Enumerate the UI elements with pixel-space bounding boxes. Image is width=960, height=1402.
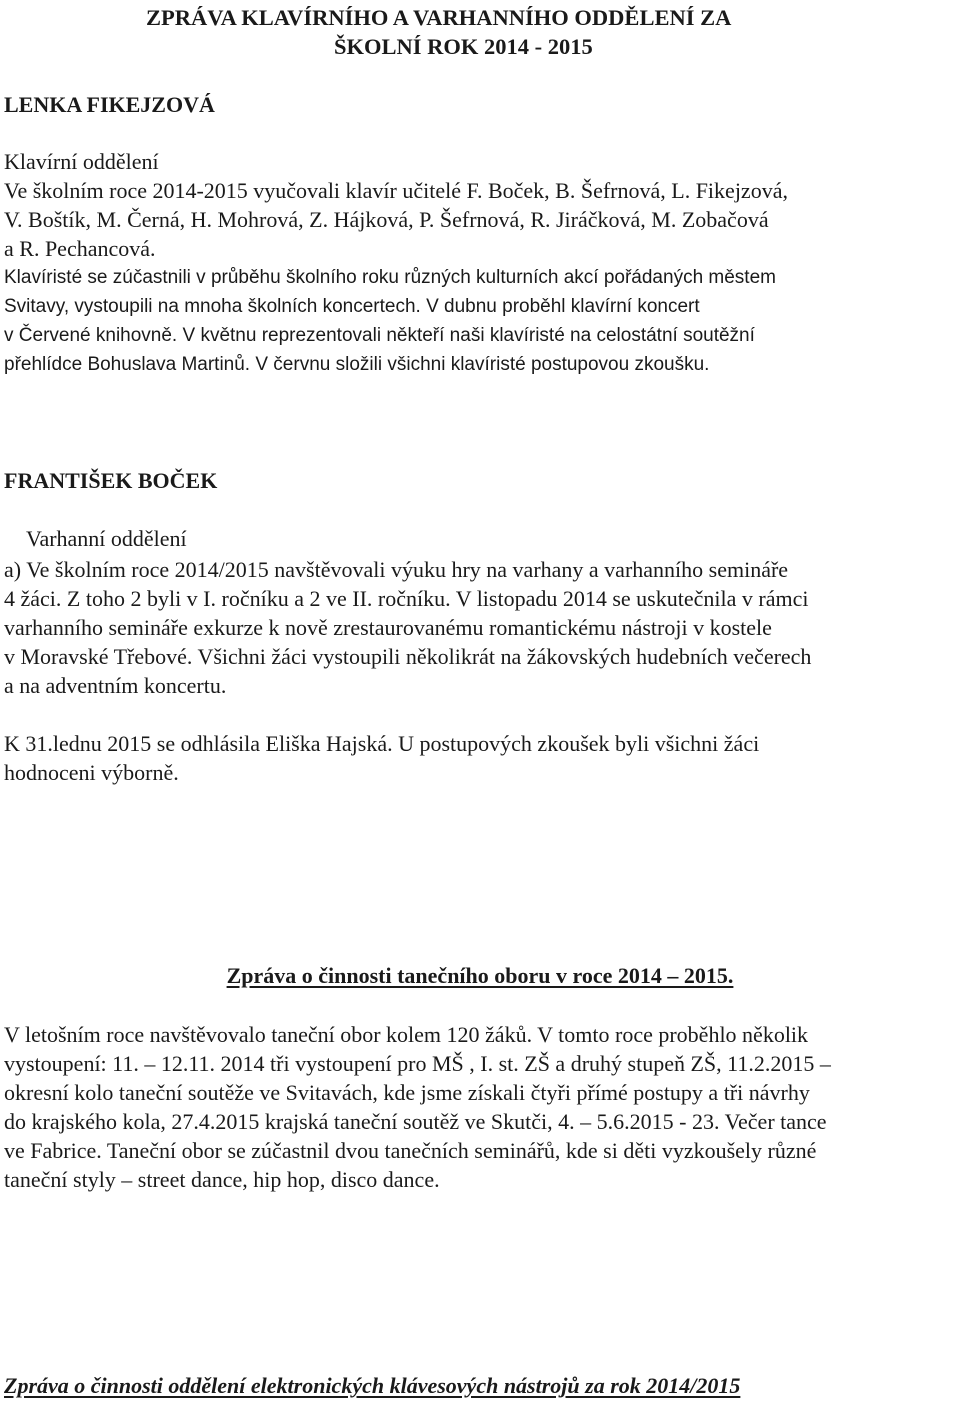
piano-author-name: LENKA FIKEJZOVÁ xyxy=(4,92,215,117)
organ-section-heading: Varhanní oddělení xyxy=(26,526,187,551)
organ-text-line: 4 žáci. Z toho 2 byli v I. ročníku a 2 ve II. ročníku. V listopadu 2014 se uskutečnila v rámci xyxy=(4,586,809,611)
organ-note-line: hodnoceni výborně. xyxy=(4,760,179,785)
piano-text-line: V. Boštík, M. Černá, H. Mohrová, Z. Hájková, P. Šefrnová, R. Jiráčková, M. Zobačová xyxy=(4,207,769,232)
piano-text-line: v Červené knihovně. V květnu reprezentovali někteří naši klavíristé na celostátní soutěžní xyxy=(4,325,755,346)
piano-text-line: Svitavy, vystoupili na mnoha školních koncertech. V dubnu proběhl klavírní koncert xyxy=(4,296,700,317)
dance-text-line: okresní kolo taneční soutěže ve Svitavách, kde jsme získali čtyři přímé postupy a tři návrhy xyxy=(4,1080,810,1105)
dance-text-line: vystoupení: 11. – 12.11. 2014 tři vystoupení pro MŠ , I. st. ZŠ a druhý stupeň ZŠ, 11.2.2015 – xyxy=(4,1051,831,1076)
organ-text-line: varhanního semináře exkurze k nově zrestaurovanému romantickému nástroji v kostele xyxy=(4,615,772,640)
organ-text-line: v Moravské Třebové. Všichni žáci vystoupili několikrát na žákovských hudebních večerech xyxy=(4,644,812,669)
piano-section-heading: Klavírní oddělení xyxy=(4,149,159,174)
piano-text-line: Klavíristé se zúčastnili v průběhu školního roku různých kulturních akcí pořádaných městem xyxy=(4,267,776,288)
organ-author-name: FRANTIŠEK BOČEK xyxy=(4,468,218,493)
organ-note-line: K 31.lednu 2015 se odhlásila Eliška Hajská. U postupových zkoušek byli všichni žáci xyxy=(4,731,760,756)
report-title-line-1: ZPRÁVA KLAVÍRNÍHO A VARHANNÍHO ODDĚLENÍ ZA xyxy=(146,5,732,30)
piano-text-line: přehlídce Bohuslava Martinů. V červnu složili všichni klavíristé postupovou zkoušku. xyxy=(4,354,710,375)
piano-text-line: a R. Pechancová. xyxy=(4,236,156,261)
dance-text-line: ve Fabrice. Taneční obor se zúčastnil dvou tanečních seminářů, kde si děti vyzkoušely různé xyxy=(4,1138,817,1163)
piano-text-line: Ve školním roce 2014-2015 vyučovali klavír učitelé F. Boček, B. Šefrnová, L. Fikejzová, xyxy=(4,178,788,203)
organ-text-line: a) Ve školním roce 2014/2015 navštěvovali výuku hry na varhany a varhanního semináře xyxy=(4,557,789,582)
dance-text-line: V letošním roce navštěvovalo taneční obor kolem 120 žáků. V tomto roce proběhlo několik xyxy=(4,1022,809,1047)
dance-text-line: do krajského kola, 27.4.2015 krajská taneční soutěž ve Skutči, 4. – 5.6.2015 - 23. Večer tance xyxy=(4,1109,827,1134)
organ-text-line: a na adventním koncertu. xyxy=(4,673,227,698)
dance-section-heading: Zpráva o činnosti tanečního oboru v roce 2014 – 2015. xyxy=(226,963,734,988)
dance-text-line: taneční styly – street dance, hip hop, disco dance. xyxy=(4,1167,440,1192)
electronic-section-heading: Zpráva o činnosti oddělení elektronických klávesových nástrojů za rok 2014/2015 xyxy=(4,1373,741,1398)
report-title-line-2: ŠKOLNÍ ROK 2014 - 2015 xyxy=(334,34,593,59)
